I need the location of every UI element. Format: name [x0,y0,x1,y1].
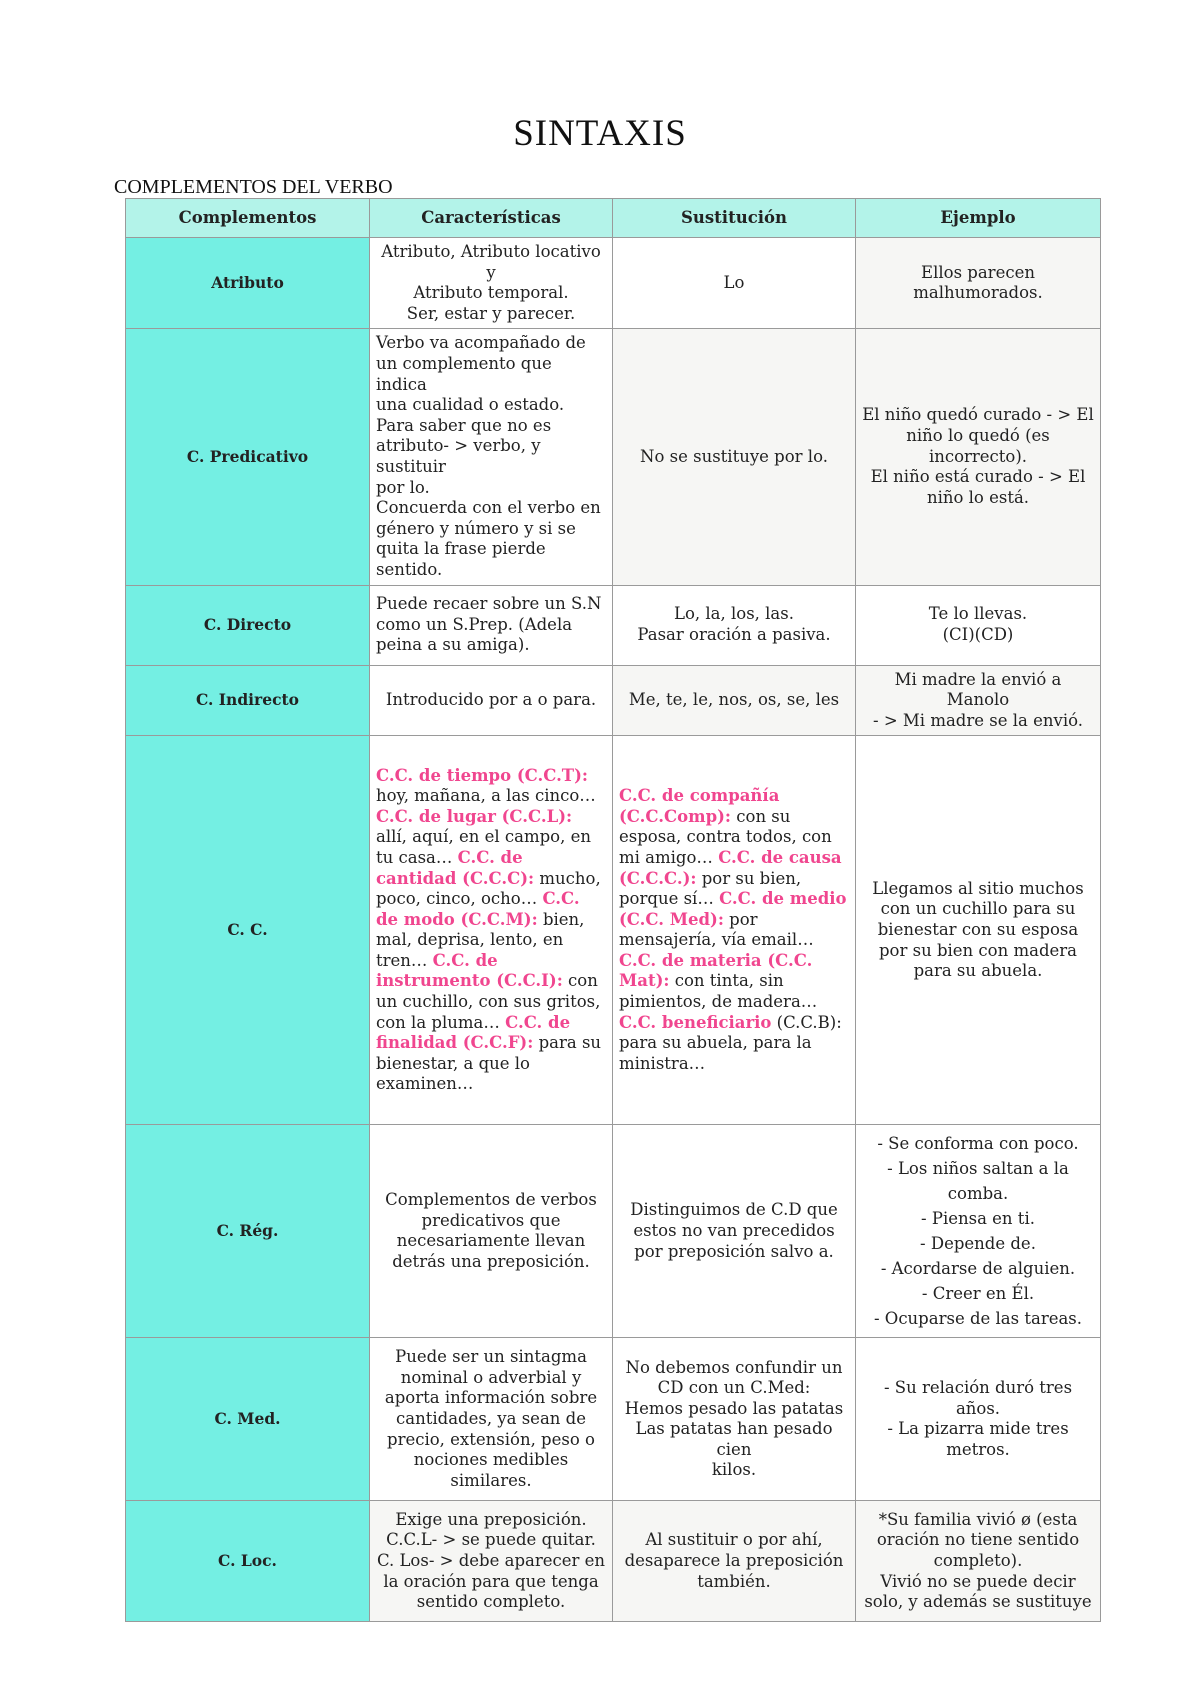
cell-caracteristicas: Puede recaer sobre un S.N como un S.Prep. (Adela peina a su amiga). [370,585,613,665]
cell-sustitucion: Lo [613,238,856,329]
table-row [126,329,1101,585]
cell-sustitucion: Al sustituir o por ahí, desaparece la preposición también. [613,1501,856,1622]
list-item: - Piensa en ti. [921,1209,1035,1229]
table-row [126,1338,1101,1501]
header-sustitucion: Sustitución [613,199,856,238]
table-row [126,1501,1101,1622]
row-label: C. Loc. [126,1501,370,1622]
cc-cantidad-tag: C.C. de cantidad (C.C.C): [376,847,535,888]
list-item: - Ocuparse de las tareas. [873,1309,1083,1329]
cc-beneficiario-tag: C.C. beneficiario [619,1012,772,1032]
row-label: C. C. [126,736,370,1125]
cell-sustitucion: Distinguimos de C.D que estos no van precedidos por preposición salvo a. [613,1125,856,1338]
section-subtitle: COMPLEMENTOS DEL VERBO [114,176,393,198]
cell-caracteristicas: Atributo, Atributo locativo y Atributo temporal. Ser, estar y parecer. [370,238,613,329]
cell-caracteristicas: Verbo va acompañado de un complemento que indica una cualidad o estado. Para saber que no es atributo- > verbo, y sustituir por lo. Concuerda con el verbo en género y número y si se quita la frase pierde sentido. [370,329,613,585]
table-row [126,665,1101,736]
cell-caracteristicas: Exige una preposición. C.C.L- > se puede quitar. C. Los- > debe aparecer en la oración para que tenga sentido completo. [370,1501,613,1622]
cell-sustitucion: No debemos confundir un CD con un C.Med: Hemos pesado las patatas Las patatas han pesado cien kilos. [613,1338,856,1501]
row-label: C. Indirecto [126,665,370,736]
cell-sustitucion: Lo, la, los, las. Pasar oración a pasiva. [613,585,856,665]
row-label: C. Rég. [126,1125,370,1338]
cc-compania-tag: C.C. de compañía (C.C.Comp): [619,786,780,826]
row-label: Atributo [126,238,370,329]
cell-sustitucion: C.C. de compañía (C.C.Comp): con su esposa, contra todos, con mi amigo… C.C. de causa (C.C.C.): por su bien, porque sí… C.C. de medio (C.C. Med): por mensajería, vía email… C.C. de materia (C.C. Mat): con tinta, sin pimientos, de madera… C.C. beneficiario (C.C.B): para su abuela, para la ministra… [613,736,856,1125]
cell-ejemplo: El niño quedó curado - > El niño lo quedó (es incorrecto). El niño está curado - > El niño lo está. [856,329,1101,585]
cc-tiempo-tag: C.C. de tiempo (C.C.T): [376,765,588,785]
cell-sustitucion: Me, te, le, nos, os, se, les [613,665,856,736]
table-row [126,238,1101,329]
cell-caracteristicas: Puede ser un sintagma nominal o adverbial y aporta información sobre cantidades, ya sean de precio, extensión, peso o nociones medibles similares. [370,1338,613,1501]
table-row [126,585,1101,665]
header-caracteristicas: Características [370,199,613,238]
table-row [126,736,1101,1125]
row-label: C. Directo [126,585,370,665]
cc-lugar-tag: C.C. de lugar (C.C.L): [376,806,573,826]
row-label: C. Predicativo [126,329,370,585]
list-item: - Los niños saltan a la comba. [887,1159,1069,1204]
list-item: - Acordarse de alguien. [880,1259,1076,1279]
cc-finalidad-tag: C.C. de finalidad (C.C.F): [376,1012,571,1053]
cc-materia-tag: C.C. de materia (C.C. Mat): [619,950,813,991]
cc-medio-tag: C.C. de medio (C.C. Med): [619,889,847,929]
cell-ejemplo [856,1125,1101,1338]
cell-sustitucion: No se sustituye por lo. [613,329,856,585]
list-item: - Creer en Él. [921,1284,1035,1304]
header-ejemplo: Ejemplo [856,199,1101,238]
cc-instrumento-tag: C.C. de instrumento (C.C.I): [376,950,563,991]
cell-ejemplo: Ellos parecen malhumorados. [856,238,1101,329]
complements-table [125,198,1101,1622]
page-title: SINTAXIS [513,113,687,154]
cell-ejemplo: Te lo llevas. (CI)(CD) [856,585,1101,665]
row-label: C. Med. [126,1338,370,1501]
cc-modo-tag: C.C. de modo (C.C.M): [376,889,580,929]
cell-caracteristicas: Complementos de verbos predicativos que necesariamente llevan detrás una preposición. [370,1125,613,1338]
cell-caracteristicas: C.C. de tiempo (C.C.T): hoy, mañana, a las cinco… C.C. de lugar (C.C.L): allí, aquí, en el campo, en tu casa… C.C. de cantidad (C.C.C): mucho, poco, cinco, ocho… C.C. de modo (C.C.M): bien, mal, deprisa, lento, en tren… C.C. de instrumento (C.C.I): con un cuchillo, con sus gritos, con la pluma… C.C. de finalidad (C.C.F): para su bienestar, a que lo examinen… [370,736,613,1125]
cell-ejemplo: Llegamos al sitio muchos con un cuchillo para su bienestar con su esposa por su bien con madera para su abuela. [856,736,1101,1125]
cell-caracteristicas: Introducido por a o para. [370,665,613,736]
cell-ejemplo: - Su relación duró tres años. - La pizarra mide tres metros. [856,1338,1101,1501]
table-header-row [126,199,1101,238]
list-item: - Se conforma con poco. [877,1134,1079,1154]
header-complementos: Complementos [126,199,370,238]
cell-ejemplo: Mi madre la envió a Manolo - > Mi madre se la envió. [856,665,1101,736]
cc-causa-tag: C.C. de causa (C.C.C.): [619,847,842,888]
table-row [126,1125,1101,1338]
list-item: - Depende de. [920,1234,1036,1254]
cell-ejemplo: *Su familia vivió ø (esta oración no tiene sentido completo). Vivió no se puede decir solo, y además se sustituye [856,1501,1101,1622]
